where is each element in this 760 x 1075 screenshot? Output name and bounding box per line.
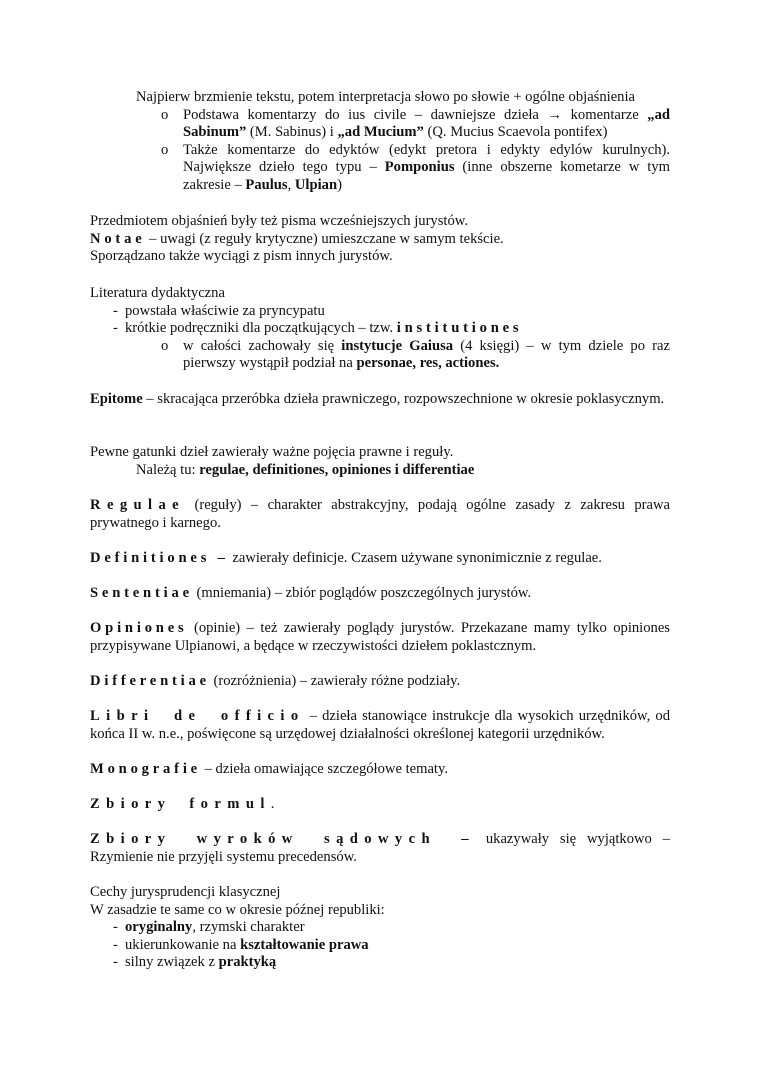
- dash-item: - krótkie podręczniki dla początkujących – tzw. institutiones: [113, 320, 523, 337]
- bullet-gaius: o w całości zachowały się instytucje Gaiusa (4 księgi) – w tym dziele po raz pierwszy wystąpił podział na personae, res, actiones.: [161, 337, 670, 372]
- differentiae-paragraph: Differentiae (rozróżnienia) – zawierały różne podziały.: [90, 673, 461, 689]
- circle-bullet-icon: o: [161, 141, 169, 158]
- excerpts-line: Sporządzano także wyciągi z pism innych jurystów.: [90, 248, 393, 265]
- zbiory-wyrokow-term: Zbiory wyroków sądowych –: [90, 831, 475, 847]
- notae-section: [90, 213, 670, 266]
- didactic-literature-section: [90, 285, 670, 373]
- zbiory-formul-paragraph: Zbiory formul.: [90, 796, 275, 812]
- regulae-term: Regulae: [90, 497, 186, 513]
- circle-bullet-icon: o: [161, 337, 169, 354]
- dash-bullet-icon: -: [113, 302, 118, 319]
- definitiones-term: Definitiones –: [90, 550, 229, 566]
- circle-bullet-icon: o: [161, 106, 169, 123]
- regulae-paragraph: Regulae (reguły) – charakter abstrakcyjny, podają ogólne zasady z zakresu prawa prywatnego i karnego.: [90, 497, 670, 531]
- institutiones-term: institutiones: [396, 320, 523, 337]
- genres-line: Pewne gatunki dzieł zawierały ważne pojęcia prawne i reguły.: [90, 444, 454, 460]
- commentaries-section: [90, 89, 670, 195]
- features-heading: Cechy jurysprudencji klasycznej: [90, 884, 281, 900]
- genres-section: [90, 444, 670, 479]
- monografie-term: Monografie: [90, 761, 201, 777]
- zbiory-wyrokow-paragraph: Zbiory wyroków sądowych – ukazywały się wyjątkowo – Rzymienie nie przyjęli systemu precedensów.: [90, 831, 671, 865]
- dash-bullet-icon: -: [113, 320, 118, 337]
- genres-list-line: Należą tu: regulae, definitiones, opiniones i differentiae: [136, 461, 475, 478]
- monografie-paragraph: Monografie – dzieła omawiające szczegółowe tematy.: [90, 761, 448, 777]
- bullet-ius-civile: o Podstawa komentarzy do ius civile – dawniejsze dzieła → komentarze „ad Sabinum” (M. Sabinus) i „ad Mucium” (Q. Mucius Scaevola pontifex): [161, 106, 670, 141]
- classical-features-section: [90, 884, 670, 972]
- sententiae-paragraph: Sententiae (mniemania) – zbiór poglądów poszczególnych jurystów.: [90, 585, 532, 601]
- dash-bullet-icon: -: [113, 919, 118, 936]
- arrow-icon: →: [547, 106, 563, 123]
- notae-term: Notae: [90, 230, 146, 247]
- features-intro: W zasadzie te same co w okresie późnej republiki:: [90, 901, 385, 918]
- differentiae-term: Differentiae: [90, 673, 210, 689]
- bullet-edicts: o Także komentarze do edyktów (edykt pretora i edykty edylów kurulnych). Największe dzieło tego typu – Pomponius (inne obszerne kometarze w tym zakresie – Paulus, Ulpian): [161, 141, 670, 193]
- definitiones-paragraph: Definitiones – zawierały definicje. Czasem używane synonimicznie z regulae.: [90, 550, 602, 566]
- epitome-paragraph: Epitome – skracająca przeróbka dzieła prawniczego, rozpowszechnione w okresie poklasycznym.: [90, 391, 665, 407]
- epitome-term: Epitome: [90, 391, 143, 407]
- dash-item: - ukierunkowanie na kształtowanie prawa: [113, 936, 369, 953]
- libri-de-officio-paragraph: Libri de officio – dzieła stanowiące instrukcje dla wysokich urzędników, od końca II w. n.e., poświęcone są urzędowej działalności określonej kategorii urzędników.: [90, 708, 670, 742]
- zbiory-formul-term: Zbiory formul: [90, 796, 271, 812]
- opiniones-paragraph: Opiniones (opinie) – też zawierały poglądy jurystów. Przekazane mamy tylko opiniones przypisywane Ulpianowi, a będące w rzeczywistości dziełem poklastcznym.: [90, 620, 670, 654]
- didactic-heading: Literatura dydaktyczna: [90, 285, 225, 301]
- dash-item: - silny związek z praktyką: [113, 954, 277, 971]
- notae-line: Notae – uwagi (z reguły krytyczne) umieszczane w samym tekście.: [90, 230, 504, 247]
- explanations-line: Przedmiotem objaśnień były też pisma wcześniejszych jurystów.: [90, 213, 468, 229]
- libri-de-officio-term: Libri de officio: [90, 708, 305, 724]
- dash-item: - oryginalny, rzymski charakter: [113, 919, 305, 936]
- opiniones-term: Opiniones: [90, 620, 188, 636]
- intro-line: Najpierw brzmienie tekstu, potem interpretacja słowo po słowie + ogólne objaśnienia: [136, 89, 636, 105]
- dash-bullet-icon: -: [113, 954, 118, 971]
- dash-item: - powstała właściwie za pryncypatu: [113, 302, 325, 319]
- dash-bullet-icon: -: [113, 936, 118, 953]
- sententiae-term: Sententiae: [90, 585, 193, 601]
